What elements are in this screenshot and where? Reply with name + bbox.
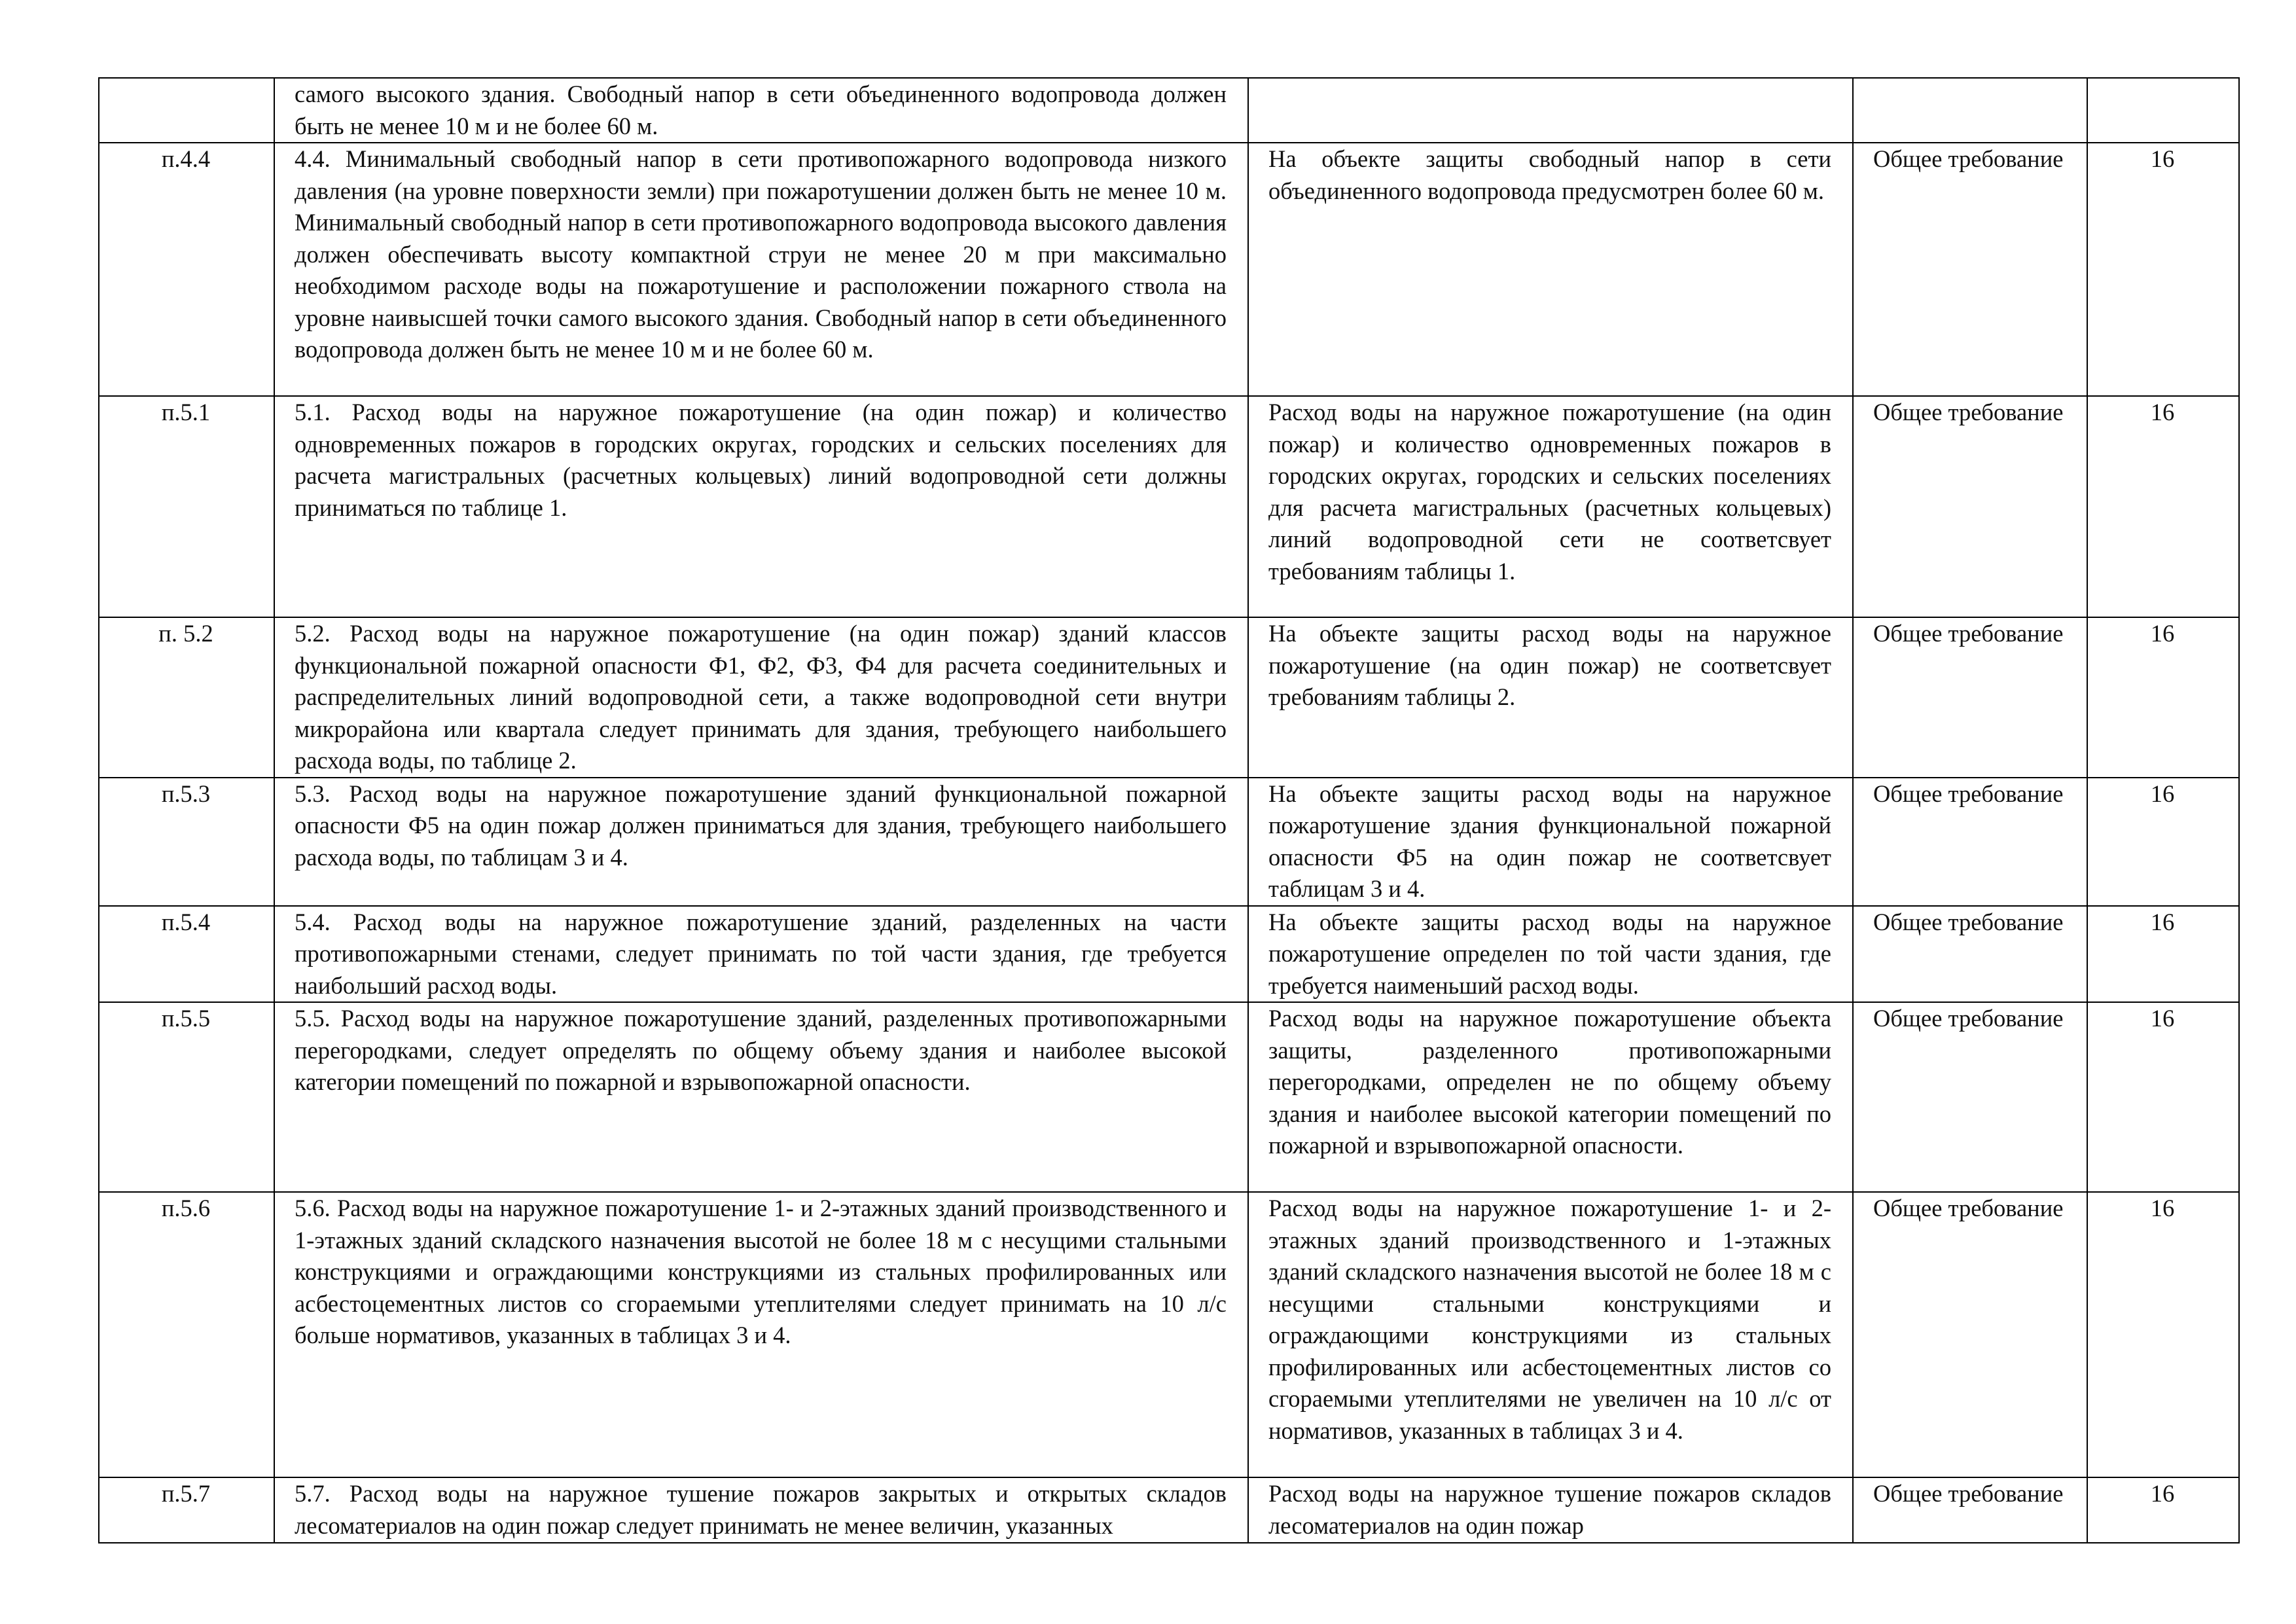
points-cell: 16 xyxy=(2087,396,2239,617)
clause-cell: п.5.6 xyxy=(99,1192,274,1477)
requirement-cell: 4.4. Минимальный свободный напор в сети противопожарного водопровода низкого давления (на уровне поверхности земли) при пожаротушении должен быть не менее 10 м. Минимальный свободный напор в сети противопожарного водопровода высокого давления должен обеспечивать высоту компактной струи не менее 20 м при максимально необходимом расходе воды на пожаротушение и расположении пожарного ствола на уровне наивысшей точки самого высокого здания. Свободный напор в сети объединенного водопровода должен быть не менее 10 м и не более 60 м. xyxy=(274,143,1248,396)
points-cell: 16 xyxy=(2087,1192,2239,1477)
category-cell: Общее требование xyxy=(1853,396,2087,617)
points-cell: 16 xyxy=(2087,1002,2239,1192)
clause-cell: п.5.4 xyxy=(99,906,274,1003)
finding-cell: На объекте защиты расход воды на наружное пожаротушение здания функциональной пожарной опасности Ф5 на один пожар не соответсвует таблицам 3 и 4. xyxy=(1248,778,1853,906)
requirement-cell: 5.1. Расход воды на наружное пожаротушение (на один пожар) и количество одновременных пожаров в городских округах, городских и сельских поселениях для расчета магистральных (расчетных кольцевых) линий водопроводной сети должны приниматься по таблице 1. xyxy=(274,396,1248,617)
requirement-cell: 5.7. Расход воды на наружное тушение пожаров закрытых и открытых складов лесоматериалов на один пожар следует принимать не менее величин, указанных xyxy=(274,1477,1248,1543)
table-row xyxy=(99,396,2239,617)
clause-cell: п. 5.2 xyxy=(99,617,274,778)
table-row xyxy=(99,1002,2239,1192)
clause-cell: п.5.3 xyxy=(99,778,274,906)
points-cell: 16 xyxy=(2087,1477,2239,1543)
requirement-cell: 5.6. Расход воды на наружное пожаротушение 1- и 2-этажных зданий производственного и 1-этажных зданий складского назначения высотой не более 18 м с несущими стальными конструкциями и ограждающими конструкциями из стальных профилированных или асбестоцементных листов со сгораемыми утеплителями следует принимать на 10 л/с больше нормативов, указанных в таблицах 3 и 4. xyxy=(274,1192,1248,1477)
requirement-cell: 5.4. Расход воды на наружное пожаротушение зданий, разделенных на части противопожарными стенами, следует принимать по той части здания, где требуется наибольший расход воды. xyxy=(274,906,1248,1003)
table-row xyxy=(99,906,2239,1003)
requirement-cell: 5.3. Расход воды на наружное пожаротушение зданий функциональной пожарной опасности Ф5 на один пожар должен приниматься для здания, требующего наибольшего расхода воды, по таблицам 3 и 4. xyxy=(274,778,1248,906)
category-cell: Общее требование xyxy=(1853,1477,2087,1543)
requirement-cell: самого высокого здания. Свободный напор в сети объединенного водопровода должен быть не менее 10 м и не более 60 м. xyxy=(274,78,1248,143)
finding-cell: На объекте защиты расход воды на наружное пожаротушение (на один пожар) не соответсвует требованиям таблицы 2. xyxy=(1248,617,1853,778)
requirements-table xyxy=(98,77,2240,1543)
table-row xyxy=(99,143,2239,396)
points-cell: 16 xyxy=(2087,617,2239,778)
finding-cell: На объекте защиты свободный напор в сети объединенного водопровода предусмотрен более 60 м. xyxy=(1248,143,1853,396)
table-row xyxy=(99,778,2239,906)
requirement-cell: 5.5. Расход воды на наружное пожаротушение зданий, разделенных противопожарными перегородками, следует определять по общему объему здания и наиболее высокой категории помещений по пожарной и взрывопожарной опасности. xyxy=(274,1002,1248,1192)
finding-cell: Расход воды на наружное пожаротушение (на один пожар) и количество одновременных пожаров в городских округах, городских и сельских поселениях для расчета магистральных (расчетных кольцевых) линий водопроводной сети не соответсвует требованиям таблицы 1. xyxy=(1248,396,1853,617)
finding-cell: Расход воды на наружное пожаротушение объекта защиты, разделенного противопожарными перегородками, определен не по общему объему здания и наиболее высокой категории помещений по пожарной и взрывопожарной опасности. xyxy=(1248,1002,1853,1192)
finding-cell: Расход воды на наружное тушение пожаров складов лесоматериалов на один пожар xyxy=(1248,1477,1853,1543)
clause-cell xyxy=(99,78,274,143)
category-cell: Общее требование xyxy=(1853,143,2087,396)
category-cell: Общее требование xyxy=(1853,1192,2087,1477)
points-cell: 16 xyxy=(2087,906,2239,1003)
category-cell: Общее требование xyxy=(1853,1002,2087,1192)
clause-cell: п.5.7 xyxy=(99,1477,274,1543)
table-row xyxy=(99,1477,2239,1543)
category-cell: Общее требование xyxy=(1853,778,2087,906)
finding-cell: Расход воды на наружное пожаротушение 1- и 2-этажных зданий производственного и 1-этажных зданий складского назначения высотой не более 18 м с несущими стальными конструкциями и ограждающими конструкциями из стальных профилированных или асбестоцементных листов со сгораемыми утеплителями не увеличен на 10 л/с от нормативов, указанных в таблицах 3 и 4. xyxy=(1248,1192,1853,1477)
table-row xyxy=(99,617,2239,778)
finding-cell xyxy=(1248,78,1853,143)
clause-cell: п.4.4 xyxy=(99,143,274,396)
points-cell: 16 xyxy=(2087,143,2239,396)
category-cell: Общее требование xyxy=(1853,906,2087,1003)
points-cell: 16 xyxy=(2087,778,2239,906)
table-row xyxy=(99,78,2239,143)
clause-cell: п.5.5 xyxy=(99,1002,274,1192)
finding-cell: На объекте защиты расход воды на наружное пожаротушение определен по той части здания, где требуется наименьший расход воды. xyxy=(1248,906,1853,1003)
table-row xyxy=(99,1192,2239,1477)
category-cell xyxy=(1853,78,2087,143)
clause-cell: п.5.1 xyxy=(99,396,274,617)
category-cell: Общее требование xyxy=(1853,617,2087,778)
points-cell xyxy=(2087,78,2239,143)
requirement-cell: 5.2. Расход воды на наружное пожаротушение (на один пожар) зданий классов функциональной пожарной опасности Ф1, Ф2, Ф3, Ф4 для расчета соединительных и распределительных линий водопроводной сети, а также водопроводной сети внутри микрорайона или квартала следует принимать для здания, требующего наибольшего расхода воды, по таблице 2. xyxy=(274,617,1248,778)
